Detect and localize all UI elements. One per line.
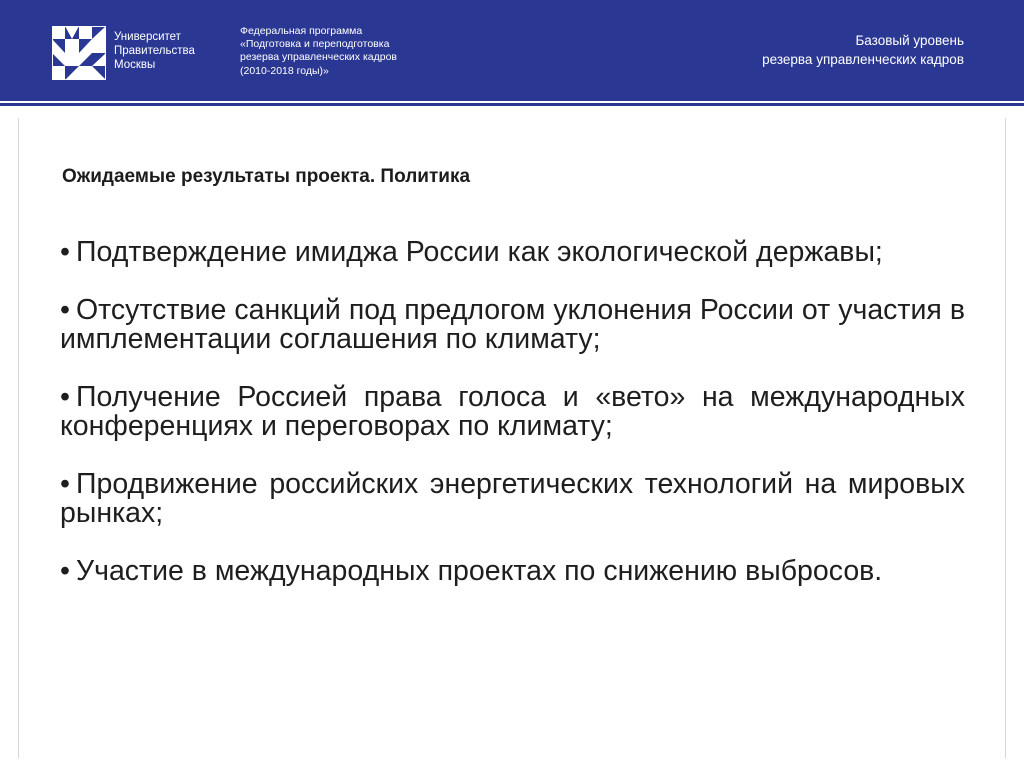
- course-level-line: Базовый уровень: [855, 33, 964, 48]
- university-logo-icon: [52, 26, 106, 80]
- bullet-item: [60, 554, 965, 587]
- course-level: [762, 31, 964, 69]
- bullet-icon: •: [60, 236, 70, 268]
- bullet-item: [60, 293, 965, 355]
- university-name: [114, 30, 195, 72]
- bullet-text: Получение Россией права голоса и «вето» на международных конференциях и переговорах по климату;: [60, 380, 965, 442]
- bullet-icon: •: [60, 380, 70, 413]
- program-name: [240, 25, 397, 78]
- bullet-text: Подтверждение имиджа России как экологической державы;: [75, 236, 883, 268]
- bullet-text: Отсутствие санкций под предлогом уклонения России от участия в имплементации соглашения по климату;: [60, 293, 965, 355]
- program-name-line: резерва управленческих кадров: [240, 51, 397, 64]
- program-name-line: Федеральная программа: [240, 25, 363, 37]
- bullet-text: Участие в международных проектах по снижению выбросов.: [75, 554, 883, 587]
- bullet-text: Продвижение российских энергетических технологий на мировых рынках;: [60, 467, 965, 529]
- slide-title: Ожидаемые результаты проекта. Политика: [62, 166, 471, 187]
- program-name-line: «Подготовка и переподготовка: [240, 38, 390, 51]
- bullet-item: [60, 467, 965, 529]
- course-level-line: резерва управленческих кадров: [762, 52, 964, 67]
- header-divider: [0, 103, 1024, 106]
- bullet-icon: •: [60, 554, 70, 587]
- university-name-line: Университет: [114, 31, 181, 43]
- bullet-icon: •: [60, 467, 70, 500]
- bullet-list: [60, 238, 965, 614]
- bullet-icon: •: [60, 293, 70, 326]
- slide-header: [0, 0, 1024, 96]
- university-name-line: Правительства: [114, 45, 195, 57]
- bullet-item: [60, 380, 965, 442]
- bullet-item: [60, 238, 965, 268]
- university-name-line: Москвы: [114, 59, 156, 71]
- program-name-line: (2010-2018 годы)»: [240, 64, 329, 77]
